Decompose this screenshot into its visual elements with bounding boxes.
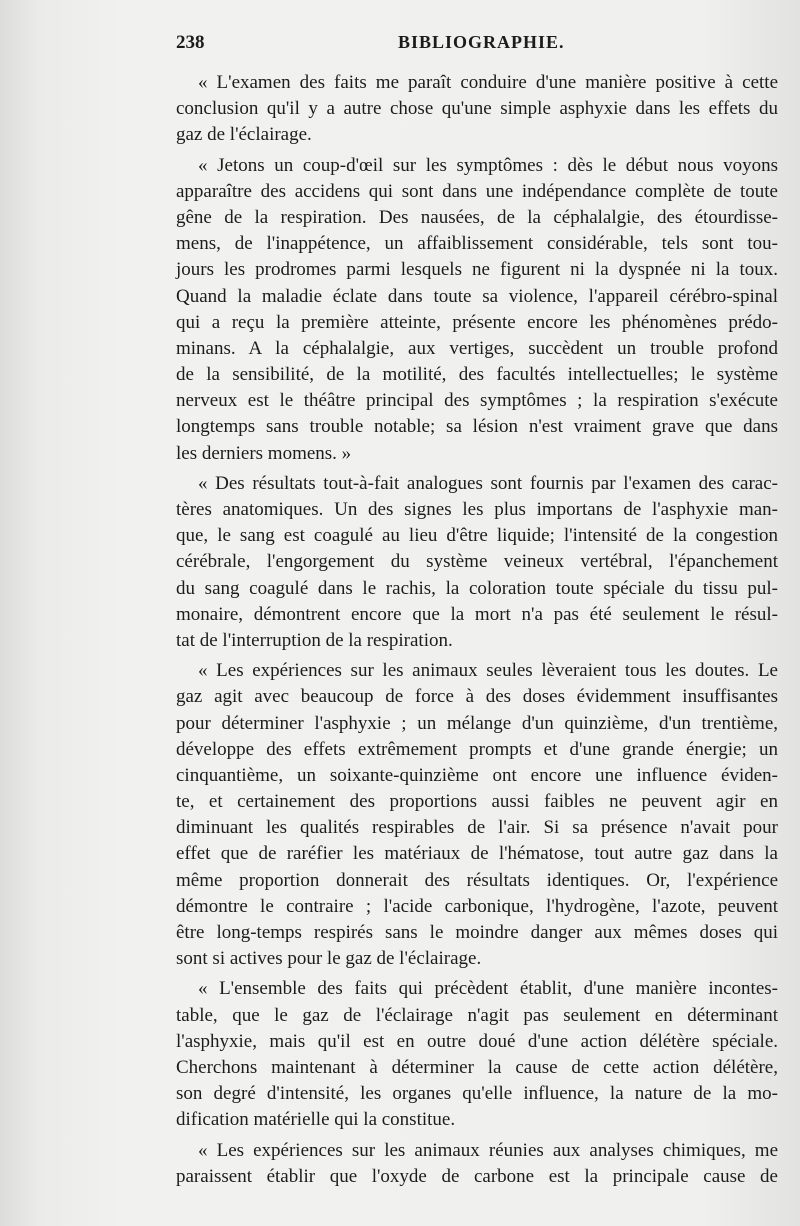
text-line: démontre le contraire ; l'acide carbonique, l'hydrogène, l'azote, peuvent (176, 895, 778, 917)
paragraph (176, 1138, 778, 1190)
text-line: cinquantième, un soixante-quinzième ont encore une influence éviden- (176, 764, 778, 786)
text-line: te, et certainement des proportions aussi faibles ne peuvent agir en (176, 791, 778, 813)
text-line: nerveux est le théâtre principal des symptômes ; la respiration s'exécute (176, 390, 778, 412)
text-line: apparaître des accidens qui sont dans une indépendance complète de toute (176, 180, 778, 202)
text-line: diminuant les qualités respirables de l'air. Si sa présence n'avait pour (176, 817, 778, 839)
text-line: gêne de la respiration. Des nausées, de la céphalalgie, des étourdisse- (176, 206, 778, 228)
text-line: Cherchons maintenant à déterminer la cause de cette action délétère, (176, 1056, 778, 1078)
text-line: développe des effets extrêmement prompts et d'une grande énergie; un (176, 738, 778, 760)
paragraph (176, 976, 778, 1133)
text-line: être long-temps respirés sans le moindre danger aux mêmes doses qui (176, 922, 778, 943)
text-line: qui a reçu la première atteinte, présente encore les phénomènes prédo- (176, 311, 778, 333)
text-line: du sang coagulé dans le rachis, la coloration toute spéciale du tissu pul- (176, 577, 778, 599)
page-number: 238 (176, 32, 205, 53)
running-title: BIBLIOGRAPHIE. (398, 32, 565, 52)
text-line: « L'ensemble des faits qui précèdent établit, d'une manière incontes- (198, 978, 778, 1000)
text-line: conclusion qu'il y a autre chose qu'une simple asphyxie dans les effets du (176, 98, 778, 120)
text-line: gaz de l'éclairage. (176, 124, 312, 146)
text-line: tat de l'interruption de la respiration. (176, 629, 453, 651)
body-text (176, 70, 778, 1190)
text-line: tères anatomiques. Un des signes les plus importans de l'asphyxie man- (176, 499, 778, 520)
text-line: son degré d'intensité, les organes qu'elle influence, la nature de la mo- (176, 1083, 778, 1105)
text-line: monaire, démontrent encore que la mort n'a pas été seulement le résul- (176, 603, 778, 625)
text-line: longtemps sans trouble notable; sa lésion n'est vraiment grave que dans (176, 416, 778, 438)
text-line: paraissent établir que l'oxyde de carbone est la principale cause de (176, 1165, 778, 1187)
text-line: « L'examen des faits me paraît conduire d'une manière positive à cette (198, 72, 778, 93)
text-line: effet que de raréfier les matériaux de l'hématose, tout autre gaz dans la (176, 843, 778, 865)
text-line: table, que le gaz de l'éclairage n'agit pas seulement en déterminant (176, 1004, 778, 1026)
text-line: minans. A la céphalalgie, aux vertiges, succèdent un trouble profond (176, 337, 778, 359)
paragraph (176, 153, 778, 467)
text-line: « Les expériences sur les animaux réunies aux analyses chimiques, me (198, 1139, 778, 1161)
text-line: « Les expériences sur les animaux seules lèveraient tous les doutes. Le (198, 660, 778, 682)
text-line: pour déterminer l'asphyxie ; un mélange d'un quinzième, d'un trentième, (176, 712, 778, 734)
text-line: que, le sang est coagulé au lieu d'être liquide; l'intensité de la congestion (176, 525, 778, 547)
text-line: sont si actives pour le gaz de l'éclairage. (176, 948, 482, 970)
paragraph (176, 70, 778, 149)
text-line: dification matérielle qui la constitue. (176, 1109, 456, 1131)
text-line: même proportion donnerait des résultats identiques. Or, l'expérience (176, 869, 778, 891)
text-line: mens, de l'inappétence, un affaiblissement considérable, tels sont tou- (176, 233, 778, 255)
text-line: l'asphyxie, mais qu'il est en outre doué d'une action délétère spéciale. (176, 1030, 778, 1052)
page-header (176, 28, 776, 58)
paragraph (176, 471, 778, 654)
text-line: jours les prodromes parmi lesquels ne figurent ni la dyspnée ni la toux. (176, 259, 778, 281)
text-line: Quand la maladie éclate dans toute sa violence, l'appareil cérébro-spinal (176, 285, 778, 307)
text-line: « Des résultats tout-à-fait analogues sont fournis par l'examen des carac- (198, 472, 778, 494)
text-line: cérébrale, l'engorgement du système veineux vertébral, l'épanchement (176, 551, 778, 573)
paragraph (176, 658, 778, 972)
text-line: gaz agit avec beaucoup de force à des doses évidemment insuffisantes (176, 686, 778, 708)
text-line: de la sensibilité, de la motilité, des facultés intellectuelles; le système (176, 364, 778, 386)
text-line: les derniers momens. » (176, 442, 352, 464)
text-line: « Jetons un coup-d'œil sur les symptômes : dès le début nous voyons (198, 154, 778, 176)
